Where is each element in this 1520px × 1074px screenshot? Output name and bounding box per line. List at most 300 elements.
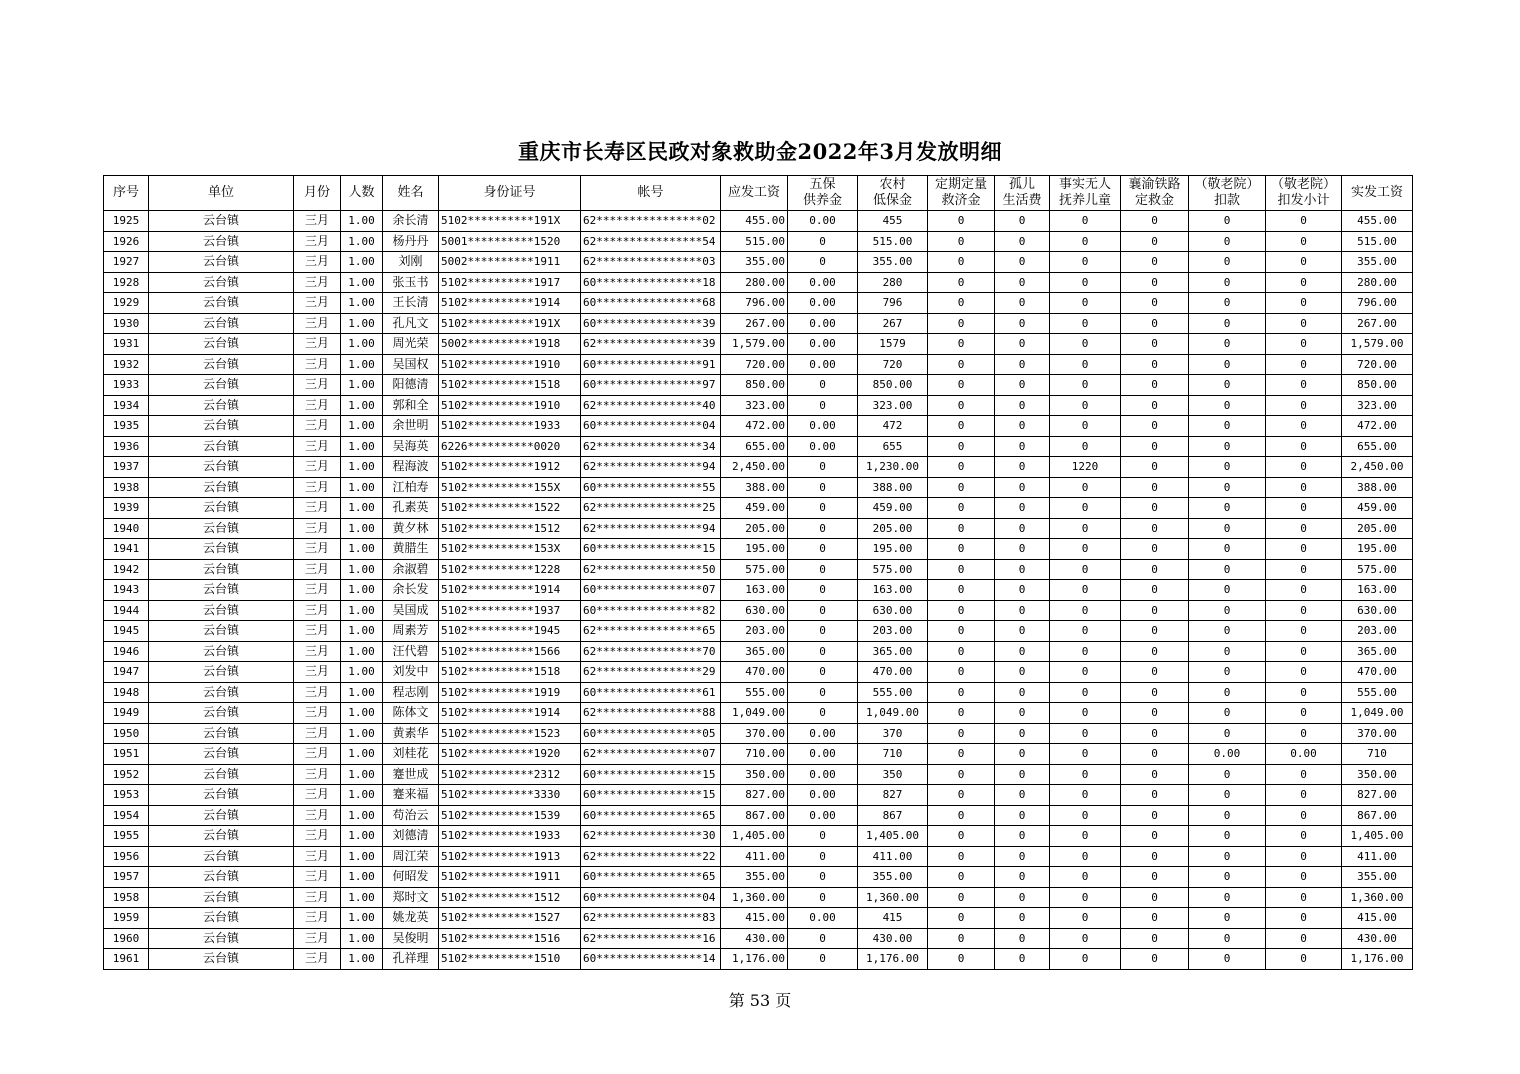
table-cell: 710 bbox=[1342, 744, 1413, 765]
table-cell: 云台镇 bbox=[149, 436, 294, 457]
table-cell: 三月 bbox=[294, 354, 341, 375]
table-cell: 1925 bbox=[104, 211, 149, 232]
table-cell: 云台镇 bbox=[149, 703, 294, 724]
table-cell: 630.00 bbox=[1342, 600, 1413, 621]
table-cell: 5102**********1945 bbox=[439, 621, 581, 642]
table-cell: 0 bbox=[1121, 498, 1189, 519]
table-cell: 5102**********1913 bbox=[439, 846, 581, 867]
table-cell: 1.00 bbox=[341, 457, 383, 478]
table-cell: 415.00 bbox=[1342, 908, 1413, 929]
column-header: 身份证号 bbox=[439, 176, 581, 211]
table-cell: 三月 bbox=[294, 723, 341, 744]
table-cell: 575.00 bbox=[1342, 559, 1413, 580]
table-cell: 1,579.00 bbox=[1342, 334, 1413, 355]
table-cell: 0 bbox=[995, 908, 1050, 929]
table-cell: 0 bbox=[1121, 805, 1189, 826]
table-cell: 430.00 bbox=[721, 928, 788, 949]
table-cell: 1.00 bbox=[341, 621, 383, 642]
table-cell: 0 bbox=[1189, 723, 1266, 744]
table-row bbox=[104, 252, 1413, 273]
table-cell: 195.00 bbox=[721, 539, 788, 560]
table-cell: 280.00 bbox=[1342, 272, 1413, 293]
table-cell: 0 bbox=[1050, 764, 1121, 785]
table-cell: 62****************29 bbox=[581, 662, 721, 683]
table-cell: 710.00 bbox=[721, 744, 788, 765]
table-cell: 0 bbox=[1266, 867, 1342, 888]
table-cell: 1,230.00 bbox=[858, 457, 928, 478]
table-cell: 0 bbox=[1121, 375, 1189, 396]
table-cell: 60****************14 bbox=[581, 949, 721, 970]
table-row bbox=[104, 621, 1413, 642]
table-cell: 云台镇 bbox=[149, 682, 294, 703]
table-cell: 0 bbox=[1050, 539, 1121, 560]
table-cell: 1950 bbox=[104, 723, 149, 744]
table-cell: 0 bbox=[928, 621, 995, 642]
table-row bbox=[104, 826, 1413, 847]
table-row bbox=[104, 498, 1413, 519]
table-cell: 267.00 bbox=[1342, 313, 1413, 334]
table-row bbox=[104, 928, 1413, 949]
table-row bbox=[104, 600, 1413, 621]
table-cell: 370.00 bbox=[721, 723, 788, 744]
table-cell: 云台镇 bbox=[149, 846, 294, 867]
table-cell: 0 bbox=[1266, 539, 1342, 560]
table-cell: 1.00 bbox=[341, 498, 383, 519]
table-cell: 1949 bbox=[104, 703, 149, 724]
table-cell: 三月 bbox=[294, 539, 341, 560]
table-cell: 459.00 bbox=[858, 498, 928, 519]
table-cell: 1952 bbox=[104, 764, 149, 785]
table-cell: 1.00 bbox=[341, 539, 383, 560]
table-cell: 0 bbox=[1189, 395, 1266, 416]
table-cell: 0 bbox=[1189, 928, 1266, 949]
table-cell: 205.00 bbox=[1342, 518, 1413, 539]
table-row bbox=[104, 559, 1413, 580]
table-cell: 云台镇 bbox=[149, 354, 294, 375]
table-cell: 0 bbox=[995, 272, 1050, 293]
table-cell: 796 bbox=[858, 293, 928, 314]
table-cell: 60****************65 bbox=[581, 805, 721, 826]
table-cell: 0 bbox=[788, 867, 858, 888]
table-cell: 0 bbox=[1121, 662, 1189, 683]
table-cell: 0 bbox=[1266, 334, 1342, 355]
table-cell: 267.00 bbox=[721, 313, 788, 334]
column-header: 五保 供养金 bbox=[788, 176, 858, 211]
table-cell: 0 bbox=[1121, 395, 1189, 416]
table-cell: 0 bbox=[995, 723, 1050, 744]
table-cell: 0 bbox=[1121, 293, 1189, 314]
table-cell: 62****************83 bbox=[581, 908, 721, 929]
table-cell: 1959 bbox=[104, 908, 149, 929]
table-cell: 0 bbox=[1189, 354, 1266, 375]
table-cell: 555.00 bbox=[858, 682, 928, 703]
table-cell: 0 bbox=[1121, 354, 1189, 375]
table-cell: 0 bbox=[1189, 826, 1266, 847]
table-cell: 云台镇 bbox=[149, 744, 294, 765]
table-cell: 60****************07 bbox=[581, 580, 721, 601]
table-cell: 355.00 bbox=[1342, 252, 1413, 273]
table-cell: 5102**********1920 bbox=[439, 744, 581, 765]
table-cell: 0 bbox=[1121, 846, 1189, 867]
column-header: 单位 bbox=[149, 176, 294, 211]
table-row bbox=[104, 293, 1413, 314]
table-row bbox=[104, 518, 1413, 539]
table-cell: 云台镇 bbox=[149, 908, 294, 929]
table-cell: 0 bbox=[995, 785, 1050, 806]
table-cell: 0 bbox=[995, 826, 1050, 847]
table-cell: 三月 bbox=[294, 334, 341, 355]
table-cell: 云台镇 bbox=[149, 887, 294, 908]
table-cell: 0 bbox=[1266, 621, 1342, 642]
table-cell: 1958 bbox=[104, 887, 149, 908]
table-cell: 0 bbox=[995, 457, 1050, 478]
table-cell: 杨丹丹 bbox=[383, 231, 439, 252]
table-cell: 0 bbox=[1050, 600, 1121, 621]
table-cell: 1960 bbox=[104, 928, 149, 949]
table-cell: 575.00 bbox=[721, 559, 788, 580]
table-cell: 5102**********153X bbox=[439, 539, 581, 560]
table-cell: 0 bbox=[788, 949, 858, 970]
table-cell: 60****************65 bbox=[581, 867, 721, 888]
table-cell: 555.00 bbox=[721, 682, 788, 703]
table-cell: 0 bbox=[928, 600, 995, 621]
table-cell: 5002**********1911 bbox=[439, 252, 581, 273]
table-cell: 0 bbox=[1266, 354, 1342, 375]
column-header: 农村 低保金 bbox=[858, 176, 928, 211]
table-cell: 江柏寿 bbox=[383, 477, 439, 498]
table-cell: 陈体文 bbox=[383, 703, 439, 724]
table-cell: 0 bbox=[995, 805, 1050, 826]
table-cell: 62****************16 bbox=[581, 928, 721, 949]
table-cell: 0 bbox=[928, 416, 995, 437]
table-cell: 0 bbox=[928, 662, 995, 683]
table-cell: 0 bbox=[1189, 293, 1266, 314]
table-cell: 0 bbox=[1121, 477, 1189, 498]
table-cell: 0 bbox=[788, 580, 858, 601]
table-cell: 0 bbox=[1189, 600, 1266, 621]
table-cell: 0 bbox=[1121, 621, 1189, 642]
table-cell: 60****************91 bbox=[581, 354, 721, 375]
table-cell: 0 bbox=[1050, 703, 1121, 724]
table-cell: 0 bbox=[1050, 682, 1121, 703]
table-cell: 655.00 bbox=[1342, 436, 1413, 457]
table-cell: 62****************07 bbox=[581, 744, 721, 765]
table-cell: 0 bbox=[1050, 621, 1121, 642]
table-cell: 0 bbox=[928, 805, 995, 826]
table-cell: 1,360.00 bbox=[1342, 887, 1413, 908]
table-cell: 5102**********3330 bbox=[439, 785, 581, 806]
table-cell: 吴国成 bbox=[383, 600, 439, 621]
table-cell: 0 bbox=[928, 703, 995, 724]
table-cell: 60****************39 bbox=[581, 313, 721, 334]
table-cell: 0 bbox=[1266, 498, 1342, 519]
table-cell: 0 bbox=[928, 436, 995, 457]
table-cell: 1937 bbox=[104, 457, 149, 478]
table-cell: 三月 bbox=[294, 887, 341, 908]
table-cell: 5102**********1910 bbox=[439, 395, 581, 416]
table-cell: 0 bbox=[995, 580, 1050, 601]
table-cell: 350.00 bbox=[721, 764, 788, 785]
table-cell: 1.00 bbox=[341, 293, 383, 314]
table-row bbox=[104, 723, 1413, 744]
table-cell: 0 bbox=[1189, 949, 1266, 970]
table-cell: 370.00 bbox=[1342, 723, 1413, 744]
table-cell: 62****************94 bbox=[581, 457, 721, 478]
table-cell: 388.00 bbox=[1342, 477, 1413, 498]
table-cell: 0 bbox=[1266, 559, 1342, 580]
table-cell: 0 bbox=[928, 498, 995, 519]
table-cell: 0 bbox=[1189, 703, 1266, 724]
table-cell: 60****************68 bbox=[581, 293, 721, 314]
table-cell: 0 bbox=[995, 477, 1050, 498]
table-cell: 1,405.00 bbox=[721, 826, 788, 847]
table-cell: 0 bbox=[1189, 805, 1266, 826]
table-row bbox=[104, 662, 1413, 683]
table-cell: 三月 bbox=[294, 621, 341, 642]
table-cell: 0 bbox=[1121, 887, 1189, 908]
table-cell: 0 bbox=[995, 764, 1050, 785]
table-cell: 云台镇 bbox=[149, 457, 294, 478]
table-cell: 0 bbox=[1189, 457, 1266, 478]
table-cell: 0 bbox=[995, 621, 1050, 642]
table-cell: 0 bbox=[1189, 375, 1266, 396]
table-cell: 1,360.00 bbox=[721, 887, 788, 908]
table-cell: 455 bbox=[858, 211, 928, 232]
table-cell: 1.00 bbox=[341, 908, 383, 929]
table-cell: 0 bbox=[1050, 928, 1121, 949]
column-header: 人数 bbox=[341, 176, 383, 211]
table-cell: 5102**********155X bbox=[439, 477, 581, 498]
table-cell: 0 bbox=[1050, 252, 1121, 273]
table-cell: 0 bbox=[1050, 744, 1121, 765]
table-cell: 62****************03 bbox=[581, 252, 721, 273]
table-cell: 1,176.00 bbox=[858, 949, 928, 970]
table-cell: 0 bbox=[1266, 846, 1342, 867]
table-cell: 0 bbox=[1189, 539, 1266, 560]
table-cell: 云台镇 bbox=[149, 559, 294, 580]
table-cell: 1.00 bbox=[341, 887, 383, 908]
table-cell: 0.00 bbox=[788, 416, 858, 437]
table-cell: 0 bbox=[1121, 334, 1189, 355]
table-cell: 刘德清 bbox=[383, 826, 439, 847]
table-cell: 0 bbox=[1189, 313, 1266, 334]
table-cell: 0 bbox=[995, 641, 1050, 662]
table-cell: 60****************61 bbox=[581, 682, 721, 703]
table-cell: 355.00 bbox=[1342, 867, 1413, 888]
table-cell: 5102**********1512 bbox=[439, 518, 581, 539]
table-cell: 苟治云 bbox=[383, 805, 439, 826]
table-cell: 0 bbox=[1189, 416, 1266, 437]
table-cell: 5001**********1520 bbox=[439, 231, 581, 252]
table-cell: 云台镇 bbox=[149, 785, 294, 806]
column-header: 实发工资 bbox=[1342, 176, 1413, 211]
table-cell: 720 bbox=[858, 354, 928, 375]
table-cell: 1.00 bbox=[341, 600, 383, 621]
table-row bbox=[104, 477, 1413, 498]
table-cell: 三月 bbox=[294, 231, 341, 252]
table-cell: 0 bbox=[1266, 662, 1342, 683]
table-cell: 云台镇 bbox=[149, 211, 294, 232]
table-cell: 0 bbox=[1266, 600, 1342, 621]
table-cell: 0 bbox=[1050, 518, 1121, 539]
table-cell: 云台镇 bbox=[149, 272, 294, 293]
table-cell: 0 bbox=[928, 826, 995, 847]
table-cell: 203.00 bbox=[1342, 621, 1413, 642]
table-cell: 0 bbox=[1189, 436, 1266, 457]
table-cell: 5102**********1522 bbox=[439, 498, 581, 519]
table-cell: 0 bbox=[1050, 785, 1121, 806]
table-cell: 0 bbox=[1050, 272, 1121, 293]
table-cell: 1.00 bbox=[341, 436, 383, 457]
table-row bbox=[104, 416, 1413, 437]
table-cell: 1942 bbox=[104, 559, 149, 580]
table-cell: 0 bbox=[1050, 723, 1121, 744]
table-cell: 0 bbox=[1189, 846, 1266, 867]
table-cell: 三月 bbox=[294, 395, 341, 416]
table-cell: 1579 bbox=[858, 334, 928, 355]
table-cell: 何昭发 bbox=[383, 867, 439, 888]
table-cell: 三月 bbox=[294, 641, 341, 662]
table-cell: 867.00 bbox=[1342, 805, 1413, 826]
table-cell: 0 bbox=[1121, 641, 1189, 662]
table-cell: 0 bbox=[1050, 395, 1121, 416]
table-cell: 0 bbox=[788, 231, 858, 252]
table-cell: 云台镇 bbox=[149, 600, 294, 621]
table-cell: 630.00 bbox=[858, 600, 928, 621]
table-cell: 0 bbox=[1266, 723, 1342, 744]
table-cell: 388.00 bbox=[858, 477, 928, 498]
table-cell: 0 bbox=[928, 231, 995, 252]
table-cell: 0 bbox=[788, 252, 858, 273]
table-cell: 0 bbox=[928, 375, 995, 396]
table-cell: 62****************65 bbox=[581, 621, 721, 642]
table-cell: 1.00 bbox=[341, 928, 383, 949]
table-cell: 0.00 bbox=[1189, 744, 1266, 765]
table-row bbox=[104, 313, 1413, 334]
table-cell: 1940 bbox=[104, 518, 149, 539]
table-cell: 0.00 bbox=[788, 354, 858, 375]
table-cell: 0 bbox=[1189, 231, 1266, 252]
table-cell: 0 bbox=[1266, 211, 1342, 232]
table-cell: 1.00 bbox=[341, 252, 383, 273]
table-cell: 0 bbox=[1050, 293, 1121, 314]
table-cell: 0 bbox=[1266, 231, 1342, 252]
table-cell: 1.00 bbox=[341, 805, 383, 826]
table-cell: 云台镇 bbox=[149, 764, 294, 785]
table-cell: 195.00 bbox=[1342, 539, 1413, 560]
table-cell: 1.00 bbox=[341, 334, 383, 355]
table-cell: 0 bbox=[1050, 641, 1121, 662]
table-cell: 1.00 bbox=[341, 580, 383, 601]
table-cell: 0 bbox=[928, 354, 995, 375]
table-cell: 1935 bbox=[104, 416, 149, 437]
table-cell: 470.00 bbox=[721, 662, 788, 683]
table-cell: 0 bbox=[1121, 764, 1189, 785]
table-cell: 0 bbox=[1266, 580, 1342, 601]
table-cell: 867.00 bbox=[721, 805, 788, 826]
table-cell: 0 bbox=[1189, 477, 1266, 498]
table-cell: 1,360.00 bbox=[858, 887, 928, 908]
table-cell: 0 bbox=[1266, 785, 1342, 806]
table-cell: 459.00 bbox=[1342, 498, 1413, 519]
table-cell: 203.00 bbox=[858, 621, 928, 642]
table-cell: 0 bbox=[1121, 928, 1189, 949]
table-cell: 0 bbox=[1121, 416, 1189, 437]
table-cell: 0 bbox=[995, 928, 1050, 949]
table-cell: 云台镇 bbox=[149, 949, 294, 970]
table-cell: 1.00 bbox=[341, 477, 383, 498]
table-cell: 三月 bbox=[294, 908, 341, 929]
table-cell: 5102**********1933 bbox=[439, 826, 581, 847]
table-cell: 1.00 bbox=[341, 211, 383, 232]
table-cell: 1,405.00 bbox=[1342, 826, 1413, 847]
table-cell: 0 bbox=[1266, 436, 1342, 457]
table-cell: 云台镇 bbox=[149, 826, 294, 847]
table-cell: 0 bbox=[1121, 539, 1189, 560]
table-cell: 云台镇 bbox=[149, 518, 294, 539]
table-header-row bbox=[104, 176, 1413, 211]
table-cell: 1.00 bbox=[341, 785, 383, 806]
table-cell: 0 bbox=[1266, 805, 1342, 826]
table-cell: 796.00 bbox=[1342, 293, 1413, 314]
table-cell: 0 bbox=[1050, 805, 1121, 826]
table-cell: 三月 bbox=[294, 477, 341, 498]
table-cell: 0 bbox=[1121, 785, 1189, 806]
table-row bbox=[104, 867, 1413, 888]
table-cell: 三月 bbox=[294, 518, 341, 539]
table-cell: 0 bbox=[1189, 334, 1266, 355]
table-cell: 程志刚 bbox=[383, 682, 439, 703]
table-cell: 0.00 bbox=[788, 293, 858, 314]
table-cell: 1.00 bbox=[341, 518, 383, 539]
table-cell: 0 bbox=[1266, 887, 1342, 908]
table-cell: 515.00 bbox=[721, 231, 788, 252]
table-row bbox=[104, 354, 1413, 375]
table-cell: 0 bbox=[995, 498, 1050, 519]
table-cell: 430.00 bbox=[1342, 928, 1413, 949]
table-cell: 0 bbox=[928, 477, 995, 498]
table-cell: 1931 bbox=[104, 334, 149, 355]
column-header: 应发工资 bbox=[721, 176, 788, 211]
table-cell: 5102**********1516 bbox=[439, 928, 581, 949]
table-cell: 60****************05 bbox=[581, 723, 721, 744]
table-cell: 吴海英 bbox=[383, 436, 439, 457]
table-cell: 411.00 bbox=[1342, 846, 1413, 867]
table-cell: 0 bbox=[1050, 436, 1121, 457]
table-cell: 5102**********1914 bbox=[439, 703, 581, 724]
table-cell: 三月 bbox=[294, 313, 341, 334]
table-cell: 0 bbox=[1121, 211, 1189, 232]
table-cell: 三月 bbox=[294, 846, 341, 867]
table-cell: 355.00 bbox=[721, 252, 788, 273]
table-cell: 0.00 bbox=[788, 764, 858, 785]
table-cell: 0.00 bbox=[788, 908, 858, 929]
column-header: 姓名 bbox=[383, 176, 439, 211]
table-cell: 云台镇 bbox=[149, 313, 294, 334]
table-cell: 0.00 bbox=[788, 785, 858, 806]
table-cell: 163.00 bbox=[858, 580, 928, 601]
table-cell: 三月 bbox=[294, 436, 341, 457]
table-cell: 1.00 bbox=[341, 744, 383, 765]
table-cell: 1948 bbox=[104, 682, 149, 703]
table-cell: 5102**********191X bbox=[439, 313, 581, 334]
table-cell: 1955 bbox=[104, 826, 149, 847]
table-cell: 60****************97 bbox=[581, 375, 721, 396]
table-row bbox=[104, 375, 1413, 396]
column-header: 序号 bbox=[104, 176, 149, 211]
table-cell: 0 bbox=[1266, 313, 1342, 334]
table-cell: 0 bbox=[995, 518, 1050, 539]
